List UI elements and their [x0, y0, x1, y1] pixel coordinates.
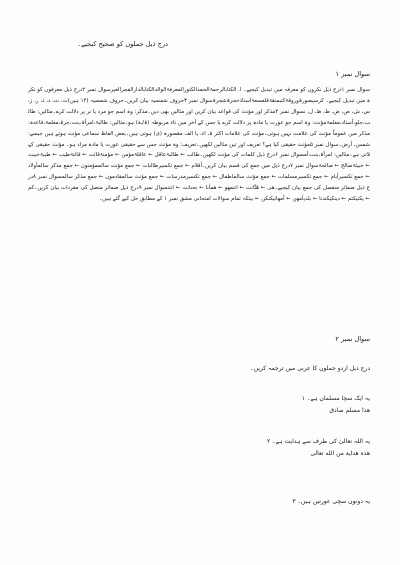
document-heading: درج ذیل جملوں کو صحیح کیجیے۔ [77, 40, 168, 48]
translation-item-1-text: یہ ایک سچا مسلمان ہے۔ ۱ هذا مسلم صادق [301, 395, 370, 414]
translation-item-2-text: یہ اللہ تعالیٰ کی طرف سے ہدایت ہے۔ ۲ هذه هداية من الله تعالى [266, 438, 370, 457]
translation-item-2 [267, 436, 370, 460]
question-2-title: سوال نمبر ۲ [335, 335, 370, 343]
translation-item-1 [302, 393, 370, 417]
question-2-instruction: درج ذیل اردو جملوں کا عربی میں ترجمہ کریں۔ [250, 365, 370, 372]
translation-item-3 [292, 496, 370, 508]
question-1-body: سوال نمبر ۱درج ذیل نکروں کو معرفہ میں تبدیل کیجیے۔ ا. الکتابالرحمۃالحمدالکتورالمعرفۃالوالدالکتابالدارالفجرالغیرسوال نمبر ۲درج ذیل معرفوں کو نکرہ میں تبدیل کیجیے۔ کرسیصورۃوروقۃکتبمنقۃقلعسعۃاستاذحجرۃشجرۃسوال نمبر ۳حروف شمسیہ بیان کریں۔حروف شمسیہ (۱۴ ہیں)ت، ث، د، ذ، ر، ز، س، ش، ص، ض، ط، ظ، ل، نسوال نمبر ۴مذکر اور مؤنث کی قواعد بیان کریں اور مثالیں بھی دیں۔مذکر: وہ اسم جو مرد یا نر پر دلالت کرے۔مثالیں: طالب،جلو،اُستاد،معلمۃمؤنث: وہ اسم جو عورت یا مادہ پر دلالت کرے یا جس کے آخر میں تاء مربوطہ (ۃ/ـة) ہو۔مثالیں: طالبۃ،امرأۃ،بنت،جرۃ،معلمۃ،قاعدہ:مذکر میں عموماً مؤنث کی علامت نہیں ہوتی۔مؤنث کی علامات اکثر ۃ، اء، یا الف مقصورہ (ی) ہوتی ہیں۔بعض الفاظ سماعی مؤنث ہوتے ہیں جیسے: شمس، أرض۔سوال نمبر ۵مؤنث حقیقی کیا ہے؟ تعریف اور تین مثالیں لکھیں۔تعریف: وہ مؤنث جس سے حقیقی عورت یا مادہ مراد ہو۔ مؤنث حقیقی کہلاتی ہے۔مثالیں: امرأۃ،بنت،أمسوال نمبر ۶درج ذیل کلمات کی مؤنث لکھیں۔طالب ← طالبۃعاقل ← عاقلۃمؤمن ← مؤمنۃقائت ← قائتۃطیب ← طیبۃخبیث ← خبیثۃصالح ← صالحۃسوال نمبر ۷درج ذیل میں جمع کی قسم بیان کریں۔أقلام ← جمع تکسیرطالبات ← جمع مؤنث سالممؤمنون ← جمع مذکر سالمأولاد ← جمع تکسیرأیام ← جمع تکسیرمسلمات ← جمع مؤنث سالماطفال ← جمع تکسیرمدرسات ← جمع مؤنث سالمقادمون ← جمع مذکر سالمسوال نمبر ۸درج ذیل ضمائر منفصل کی جمع بیان کیجیے۔ھی ← ھُنَّانت ← انتمھو ← ھمأنا ← نحنانت ← انتنسوال نمبر ۹درج ذیل ضمائر متصل کی مفردات بیان کریں۔کم ← یکتیکتم ← دینکیکتدنا ← بلدیأمھن ← أمھاتیکنکن ← بیتکہ تمام سوالات امتحانی مشق نمبر ۱ کے مطابق حل کیے گئے ہیں۔ [28, 87, 370, 203]
translation-item-3-text: یہ دونوں سچی عورتیں ہیں۔ ۳ [292, 498, 370, 505]
question-1-title: سوال نمبر ۱ [335, 70, 370, 78]
